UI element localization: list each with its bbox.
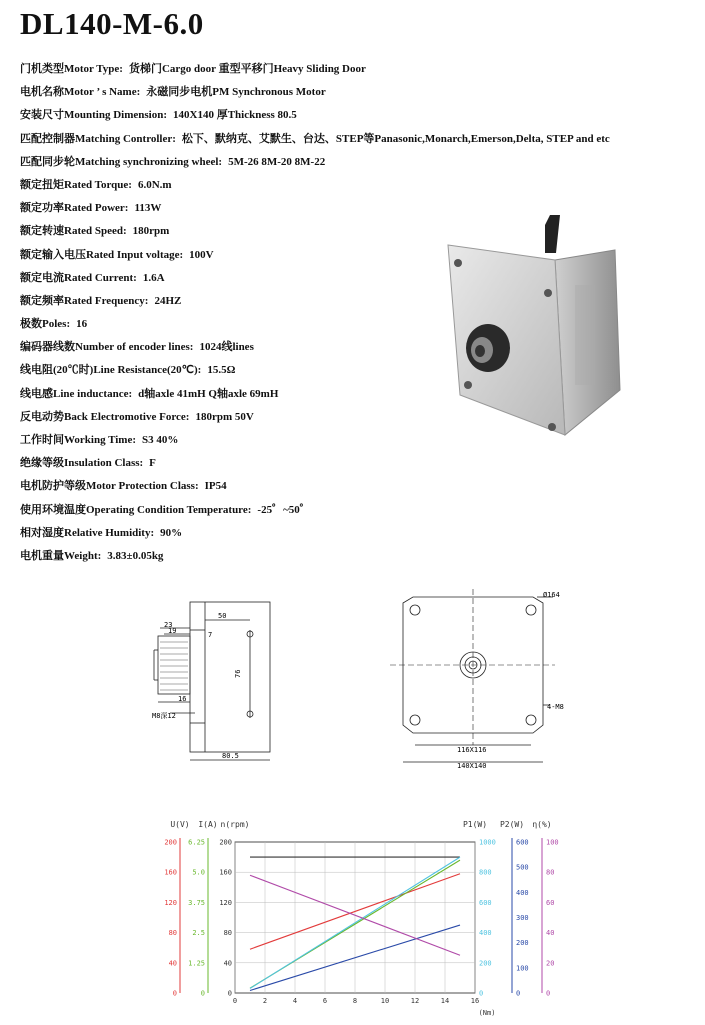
- axis-tick-label: 40: [168, 959, 177, 968]
- spec-value: 6.0N.m: [137, 178, 172, 191]
- axis-tick-label: 400: [516, 888, 529, 897]
- axis-tick-label: 80: [546, 868, 555, 877]
- spec-value: 180rpm: [132, 225, 170, 238]
- spec-value: 松下、默纳克、艾默生、台达、STEP等Panasonic,Monarch,Emerson,Delta, STEP and etc: [181, 132, 610, 145]
- spec-label: 使用环境温度Operating Condition Temperature:: [20, 503, 252, 516]
- axis-tick-label: 800: [479, 868, 492, 877]
- axis-tick-label: 80: [168, 929, 177, 938]
- spec-label: 额定输入电压Rated Input voltage:: [20, 248, 184, 261]
- x-tick-label: 14: [440, 997, 450, 1005]
- axis-title: P2(W): [499, 820, 525, 829]
- spec-value: 1024线lines: [199, 341, 254, 354]
- spec-value: 24HZ: [154, 294, 182, 307]
- axis-title: P1(W): [462, 820, 488, 829]
- spec-value: d轴axle 41mH Q轴axle 69mH: [138, 387, 279, 400]
- axis-tick-label: 0: [479, 989, 484, 998]
- spec-label: 线电阻(20℃时)Line Resistance(20℃):: [20, 364, 202, 377]
- spec-value: 永磁同步电机PM Synchronous Motor: [146, 86, 326, 99]
- axis-tick-label: 20: [546, 959, 555, 968]
- dim-80-5: 80.5: [222, 752, 239, 760]
- spec-row: [20, 545, 690, 568]
- axis-tick-label: 6.25: [188, 838, 205, 847]
- spec-row: [20, 522, 690, 545]
- axis-tick-label: 0: [172, 989, 177, 998]
- page-title: DL140-M-6.0: [20, 6, 204, 41]
- spec-value: S3 40%: [142, 434, 179, 446]
- spec-label: 极数Poles:: [20, 318, 71, 331]
- spec-value: 90%: [160, 526, 183, 539]
- motor-photo: [440, 205, 640, 445]
- x-tick-label: 2: [262, 997, 268, 1005]
- dim-16: 16: [178, 695, 187, 703]
- axis-tick-label: 300: [516, 914, 529, 922]
- spec-label: 工作时间Working Time:: [20, 434, 137, 446]
- spec-label: 电机重量Weight:: [20, 549, 102, 562]
- axis-tick-label: 0: [227, 989, 232, 998]
- dim-23: 23: [164, 621, 173, 629]
- x-tick-label: 0: [232, 997, 238, 1005]
- spec-row: [20, 128, 690, 151]
- axis-tick-label: 2.5: [192, 929, 205, 938]
- axis-tick-label: 400: [479, 929, 492, 938]
- spec-label: 额定功率Rated Power:: [20, 202, 129, 215]
- spec-label: 线电感Line inductance:: [20, 387, 133, 400]
- x-axis-label: (Nm): [478, 1009, 496, 1017]
- spec-value: 3.83±0.05kg: [107, 549, 164, 562]
- diameter-label: Ø164: [543, 591, 560, 599]
- spec-label: 额定电流Rated Current:: [20, 271, 137, 284]
- spec-row: [20, 475, 690, 498]
- dim-7: 7: [208, 631, 213, 639]
- spec-value: 180rpm 50V: [195, 410, 254, 423]
- axis-tick-label: 0: [516, 989, 521, 998]
- spec-label: 额定频率Rated Frequency:: [20, 294, 149, 307]
- axis-tick-label: 5.0: [192, 868, 205, 877]
- spec-label: 编码器线数Number of encoder lines:: [20, 341, 194, 354]
- axis-tick-label: 3.75: [188, 898, 205, 907]
- dim-76: 76: [234, 669, 242, 678]
- spec-label: 门机类型Motor Type:: [20, 63, 123, 75]
- spec-value: 113W: [134, 202, 162, 215]
- x-tick-label: 4: [292, 997, 298, 1005]
- spec-label: 匹配同步轮Matching synchronizing wheel:: [20, 155, 223, 168]
- spec-value: 100V: [189, 248, 214, 261]
- axis-tick-label: 1.25: [188, 959, 205, 968]
- axis-tick-label: 120: [164, 898, 177, 907]
- holes-label: 4-M8: [547, 703, 564, 711]
- axis-tick-label: 200: [219, 838, 232, 847]
- axis-tick-label: 200: [516, 939, 529, 948]
- axis-tick-label: 160: [164, 868, 177, 877]
- axis-tick-label: 120: [219, 898, 232, 907]
- axis-tick-label: 100: [546, 838, 559, 847]
- spec-row: [20, 104, 690, 127]
- axis-tick-label: 100: [516, 964, 529, 973]
- spec-label: 额定扭矩Rated Torque:: [20, 178, 132, 191]
- dim-19: 19: [168, 627, 177, 635]
- axis-tick-label: 60: [546, 898, 555, 907]
- dim-50: 50: [218, 612, 227, 620]
- spec-row: [20, 151, 690, 174]
- x-tick-label: 16: [470, 997, 480, 1005]
- spec-label: 绝缘等级Insulation Class:: [20, 457, 144, 470]
- spec-value: 140X140 厚Thickness 80.5: [173, 109, 297, 122]
- axis-tick-label: 600: [516, 838, 529, 847]
- axis-title: U(V): [170, 820, 190, 829]
- spec-label: 匹配控制器Matching Controller:: [20, 132, 176, 145]
- spec-value: 货梯门Cargo door 重型平移门Heavy Sliding Door: [128, 63, 366, 75]
- spec-value: -25゜~50゜: [257, 503, 311, 516]
- axis-title: n(rpm): [220, 820, 250, 829]
- spec-value: IP54: [204, 480, 227, 493]
- spec-value: 15.5Ω: [207, 364, 236, 377]
- axis-tick-label: 0: [200, 989, 205, 998]
- spec-row: [20, 81, 690, 104]
- axis-title: η(%): [532, 820, 552, 829]
- front-view-drawing: [385, 585, 570, 775]
- side-view-drawing: [150, 590, 300, 770]
- x-tick-label: 6: [322, 997, 328, 1005]
- spec-label: 电机防护等级Motor Protection Class:: [20, 480, 199, 493]
- spec-value: 5M-26 8M-20 8M-22: [228, 155, 326, 168]
- inner-size-label: 116X116: [457, 746, 487, 754]
- spec-label: 电机名称Motor ’ s Name:: [20, 86, 141, 99]
- spec-row: [20, 58, 690, 81]
- axis-tick-label: 80: [223, 929, 232, 938]
- spec-value: 16: [76, 318, 88, 331]
- axis-tick-label: 40: [223, 959, 232, 968]
- axis-title: I(A): [198, 820, 218, 829]
- spec-label: 额定转速Rated Speed:: [20, 225, 127, 238]
- spec-row: [20, 452, 690, 475]
- spec-row: [20, 174, 690, 197]
- axis-tick-label: 1000: [479, 838, 496, 847]
- axis-tick-label: 40: [546, 929, 555, 938]
- spec-value: F: [149, 457, 156, 470]
- spec-row: [20, 499, 690, 522]
- spec-label: 相对湿度Relative Humidity:: [20, 526, 155, 539]
- axis-tick-label: 200: [164, 838, 177, 847]
- axis-tick-label: 0: [546, 989, 551, 998]
- x-tick-label: 12: [410, 997, 420, 1005]
- axis-tick-label: 500: [516, 863, 529, 872]
- axis-tick-label: 600: [479, 898, 492, 907]
- spec-value: 1.6A: [142, 271, 165, 284]
- axis-tick-label: 200: [479, 959, 492, 968]
- spec-label: 反电动势Back Electromotive Force:: [20, 410, 190, 423]
- axis-tick-label: 160: [219, 868, 232, 877]
- performance-chart: [150, 815, 570, 1020]
- outer-size-label: 140X140: [457, 762, 487, 770]
- thread-label: M8深12: [152, 712, 176, 720]
- x-tick-label: 8: [352, 997, 358, 1005]
- x-tick-label: 10: [380, 997, 390, 1005]
- spec-label: 安装尺寸Mounting Dimension:: [20, 109, 167, 122]
